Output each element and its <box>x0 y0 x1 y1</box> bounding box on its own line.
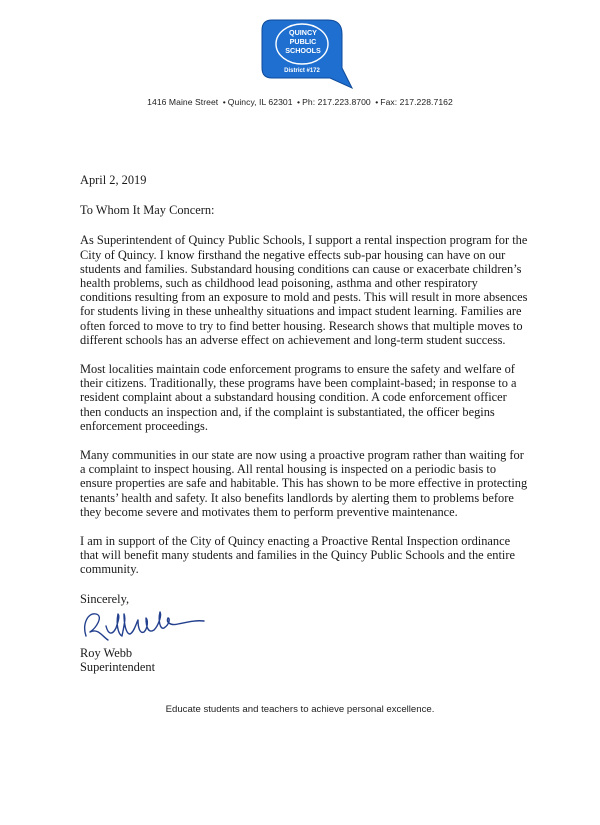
letter-salutation: To Whom It May Concern: <box>80 203 215 218</box>
paragraph: I am in support of the City of Quincy enacting a Proactive Rental Inspection ordinance that will benefit many students and families in the Quincy Public Schools and the entire community. <box>80 534 515 577</box>
letter-body <box>80 173 530 674</box>
address-separator: • <box>222 97 226 107</box>
signer-name: Roy Webb <box>80 645 133 660</box>
letter-closing: Sincerely, <box>80 591 130 606</box>
logo-q-shape <box>258 14 354 94</box>
signer-title: Superintendent <box>80 660 156 675</box>
address-city: Quincy, IL 62301 <box>227 97 293 107</box>
footer-motto: Educate students and teachers to achieve personal excellence. <box>165 704 435 715</box>
letter-date: April 2, 2019 <box>80 173 147 187</box>
address-fax: Fax: 217.228.7162 <box>380 97 453 107</box>
address-street: 1416 Maine Street <box>147 97 219 107</box>
letterhead-address <box>0 97 600 107</box>
paragraph: Most localities maintain code enforcement programs to ensure the safety and welfare of their citizens. Traditionally, these programs have been complaint-based; in response to a resident complaint about a substandard housing condition. A code enforcement officer then conducts an inspection and, if the complaint is substantiated, the officer begins enforcement proceedings. <box>80 362 517 433</box>
paragraph: Many communities in our state are now using a proactive program rather than waiting for a complaint to inspect housing. All rental housing is inspected on a periodic basis to ensure properties are safe and habitable. This has shown to be more effective in protecting tenants’ health and safety. It also benefits landlords by alerting them to problems before they become severe and motivates them to perform preventive maintenance. <box>80 448 528 519</box>
handwritten-signature <box>78 606 208 646</box>
paragraph: As Superintendent of Quincy Public Schools, I support a rental inspection program for the City of Quincy. I know firsthand the negative effects sub-par housing can have on our students and families. Substandard housing conditions can cause or exacerbate children’s health problems, such as childhood lead poisoning, asthma and other respiratory conditions resulting from an exposure to mold and pests. This will result in more absences for students living in these unhealthy situations and impact student learning. Families are often forced to move to try to find better housing. Research shows that multiple moves to different schools has an adverse effect on achievement and long-term student success. <box>80 233 528 347</box>
logo-district: District #172 <box>284 68 320 74</box>
quincy-public-schools-logo <box>258 14 354 94</box>
address-separator: • <box>375 97 379 107</box>
logo-line-3: SCHOOLS <box>285 46 321 55</box>
logo-line-2: PUBLIC <box>289 37 317 46</box>
logo-line-1: QUINCY <box>289 28 317 37</box>
address-phone: Ph: 217.223.8700 <box>302 97 371 107</box>
address-separator: • <box>297 97 301 107</box>
